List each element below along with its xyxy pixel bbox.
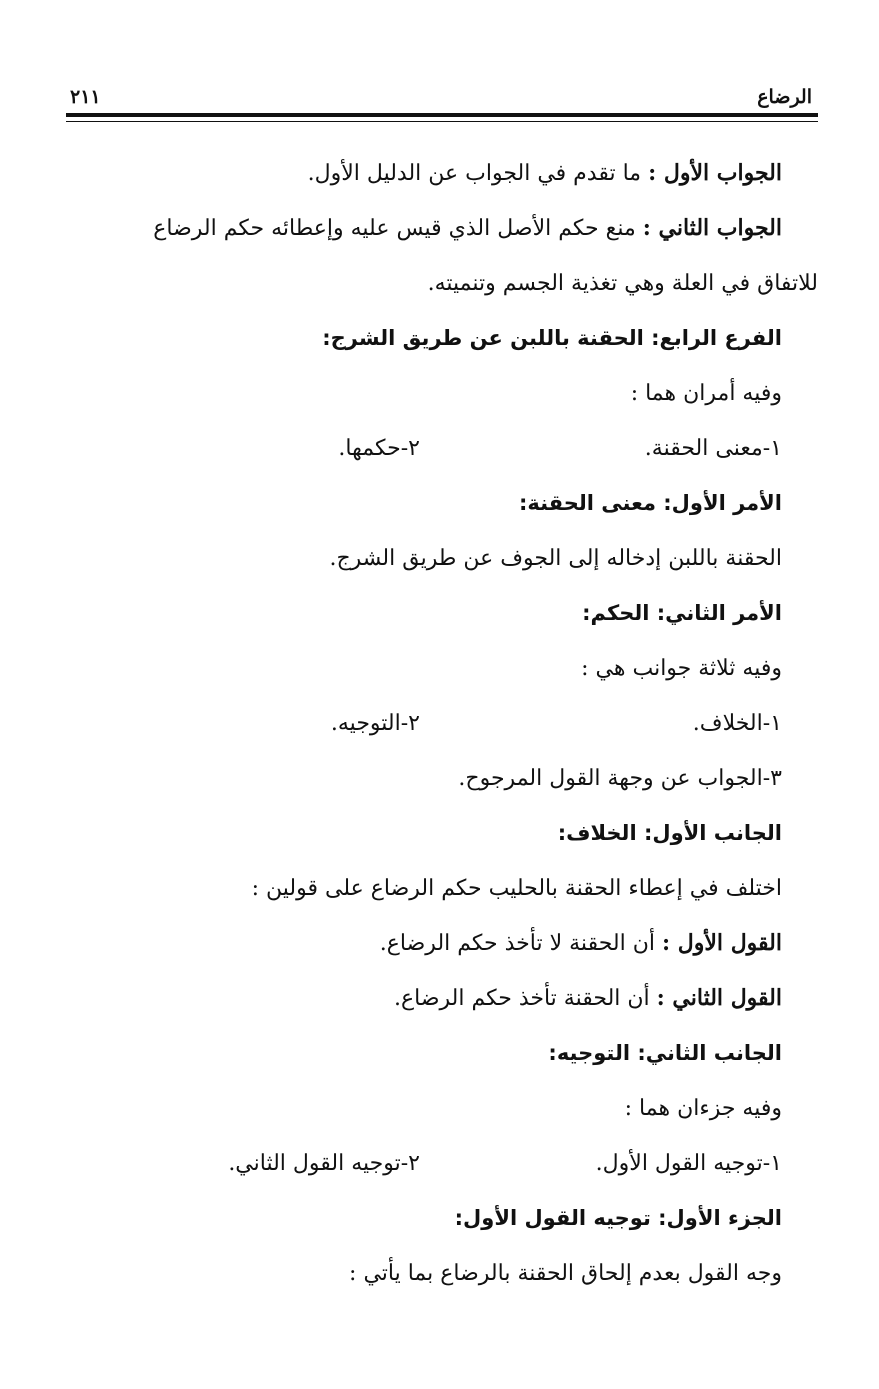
body-text: ما تقدم في الجواب عن الدليل الأول. [307,161,649,186]
paragraph-line: وفيه ثلاثة جوانب هي : [581,656,782,681]
paragraph-line: وجه القول بعدم إلحاق الحقنة بالرضاع بما يأتي : [349,1261,782,1286]
list-item: ٢-حكمها. [338,436,420,461]
answer-label: الجواب الثاني : [642,215,782,241]
two-column-list [62,1136,782,1191]
paragraph-line [62,971,782,1026]
two-column-list [62,421,782,476]
paragraph-line: الحقنة باللبن إدخاله إلى الجوف عن طريق الشرج. [329,546,782,571]
section-heading: الفرع الرابع: الحقنة باللبن عن طريق الشرج: [322,326,782,350]
body-text: منع حكم الأصل الذي قيس عليه وإعطائه حكم الرضاع [153,216,643,241]
list-item: ٢-التوجيه. [330,711,420,736]
list-item: ١-الخلاف. [692,711,782,736]
answer-label: الجواب الأول : [648,160,782,186]
paragraph-line [62,201,782,256]
paragraph-line: اختلف في إعطاء الحقنة بالحليب حكم الرضاع على قولين : [251,876,782,901]
paragraph-line: وفيه أمران هما : [630,381,782,406]
page-body [62,146,818,1301]
list-item: ١-معنى الحقنة. [644,436,782,461]
list-item: ١-توجيه القول الأول. [595,1151,782,1176]
header-rule-thick [66,113,818,117]
chapter-title: الرضاع [757,86,812,108]
paragraph-line: وفيه جزءان هما : [624,1096,782,1121]
body-text: أن الحقنة لا تأخذ حكم الرضاع. [379,931,662,956]
section-heading: الأمر الثاني: الحكم: [582,601,782,625]
list-item: ٢-توجيه القول الثاني. [228,1151,420,1176]
paragraph-line [62,916,782,971]
page-header [66,86,818,110]
body-text: للاتفاق في العلة وهي تغذية الجسم وتنميته. [427,271,818,296]
section-heading: الجزء الأول: توجيه القول الأول: [454,1206,782,1230]
opinion-label: القول الثاني : [656,985,782,1011]
paragraph-line: ٣-الجواب عن وجهة القول المرجوح. [458,766,782,791]
body-text: أن الحقنة تأخذ حكم الرضاع. [394,986,657,1011]
two-column-list [62,696,782,751]
section-heading: الجانب الأول: الخلاف: [557,821,782,845]
header-rule-thin [66,121,818,122]
paragraph-line [62,146,782,201]
paragraph-line [62,256,818,311]
section-heading: الجانب الثاني: التوجيه: [548,1041,782,1065]
section-heading: الأمر الأول: معنى الحقنة: [518,491,782,515]
page-number: ٢١١ [70,86,101,108]
opinion-label: القول الأول : [661,930,782,956]
